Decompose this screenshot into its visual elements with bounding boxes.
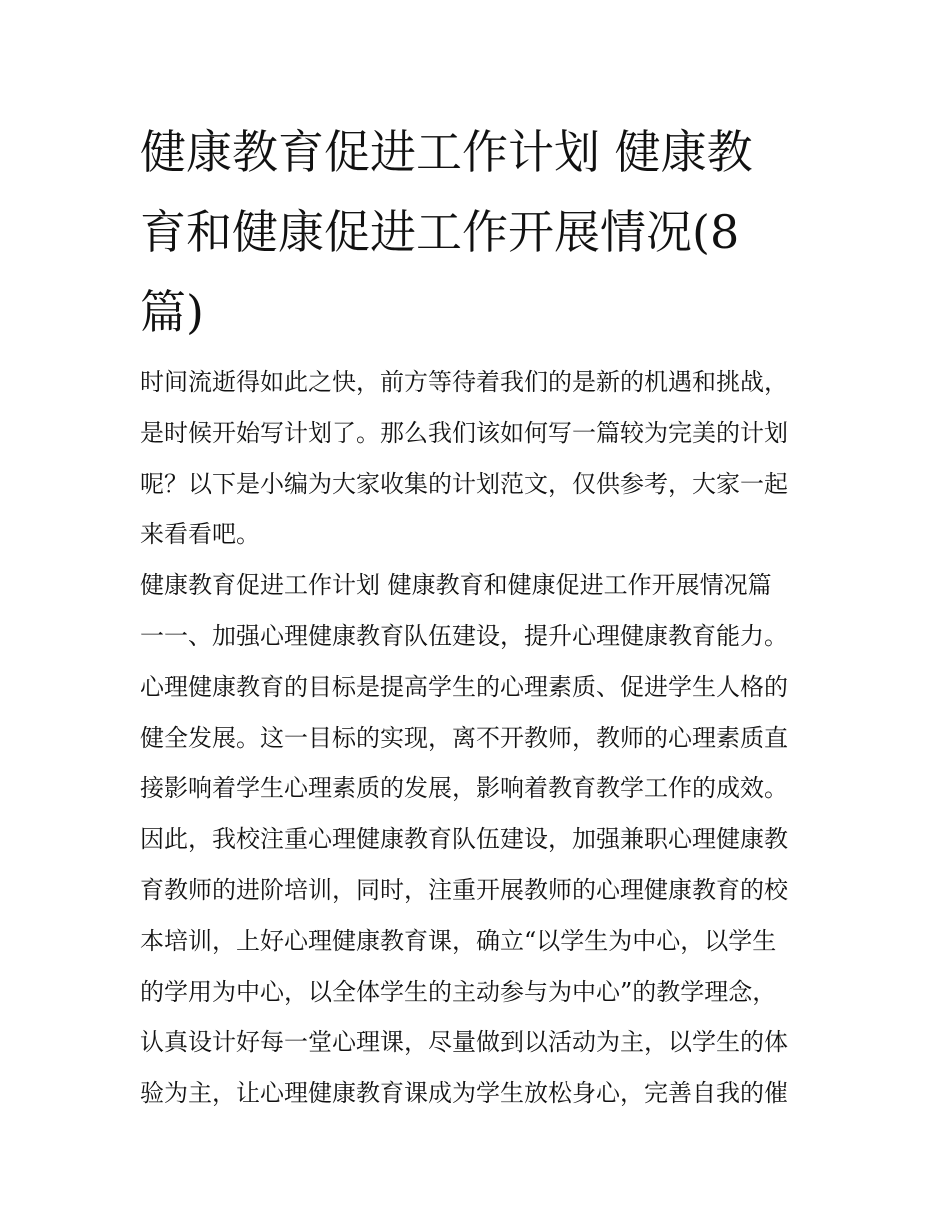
body-line: 时间流逝得如此之快，前方等待着我们的是新的机遇和挑战， xyxy=(140,368,788,396)
document-title xyxy=(140,112,820,352)
body-line: 认真设计好每一堂心理课，尽量做到以活动为主，以学生的体 xyxy=(140,1028,788,1057)
body-line: 是时候开始写计划了。那么我们该如何写一篇较为完美的计划 xyxy=(140,418,788,447)
body-line: 心理健康教育的目标是提高学生的心理素质、促进学生人格的 xyxy=(140,672,788,701)
document-body xyxy=(140,357,820,1119)
title-line: 健康教育促进工作计划 健康教 xyxy=(140,125,753,179)
body-line: 健康教育促进工作计划 健康教育和健康促进工作开展情况篇 xyxy=(140,571,772,600)
body-line: 育教师的进阶培训，同时，注重开展教师的心理健康教育的校 xyxy=(140,875,788,904)
body-line: 健全发展。这一目标的实现，离不开教师，教师的心理素质直 xyxy=(140,723,788,752)
body-line: 来看看吧。 xyxy=(140,520,260,549)
body-line: 一一、加强心理健康教育队伍建设，提升心理健康教育能力。 xyxy=(140,621,788,650)
body-line: 验为主，让心理健康教育课成为学生放松身心，完善自我的催 xyxy=(140,1079,788,1108)
title-line: 篇) xyxy=(140,285,204,339)
body-line: 接影响着学生心理素质的发展，影响着教育教学工作的成效。 xyxy=(140,774,788,803)
body-line: 呢？以下是小编为大家收集的计划范文，仅供参考，大家一起 xyxy=(140,469,788,498)
body-line: 因此，我校注重心理健康教育队伍建设，加强兼职心理健康教 xyxy=(140,825,788,854)
title-line: 育和健康促进工作开展情况(8 xyxy=(140,205,740,259)
body-line: 本培训，上好心理健康教育课，确立“以学生为中心，以学生 xyxy=(140,926,777,955)
body-line: 的学用为中心，以全体学生的主动参与为中心”的教学理念， xyxy=(140,977,777,1006)
